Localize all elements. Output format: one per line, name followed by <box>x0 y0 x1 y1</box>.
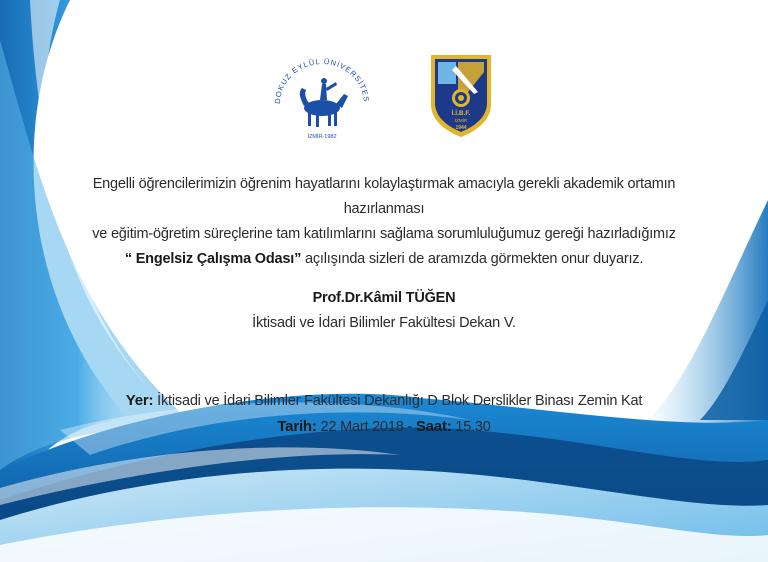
host-name: Prof.Dr.Kâmil TÜĞEN <box>312 290 456 306</box>
faculty-logo-line2: İZMİR <box>454 118 468 123</box>
faculty-logo <box>428 52 494 140</box>
time-value: 15.30 <box>451 419 491 435</box>
invitation-line-3 <box>60 247 708 272</box>
location-row <box>60 388 708 414</box>
host-title: İktisadi ve İdari Bilimler Fakültesi Dekan V. <box>252 315 516 331</box>
datetime-row <box>60 414 708 440</box>
location-label: Yer: <box>125 392 154 409</box>
date-label: Tarih: <box>277 418 317 435</box>
university-footer-text: İZMİR-1982 <box>307 134 337 140</box>
event-name: “ Engelsiz Çalışma Odası” <box>124 251 302 267</box>
university-arc-text: DOKUZ EYLÜL ÜNİVERSİTES <box>272 56 372 105</box>
date-value: 22 Mart 2018 - <box>316 419 416 435</box>
faculty-logo-line3: 1944 <box>455 125 467 131</box>
event-details <box>60 388 708 440</box>
host-block <box>60 286 708 336</box>
university-logo <box>270 52 374 142</box>
horse-rider-icon <box>300 78 348 127</box>
faculty-logo-line1: İ.İ.B.F. <box>451 110 471 117</box>
location-value: İktisadi ve İdari Bilimler Fakültesi Dekanlığı D Blok Derslikler Binası Zemin Kat <box>153 393 643 409</box>
invitation-line-1: Engelli öğrencilerimizin öğrenim hayatlarını kolaylaştırmak amacıyla gerekli akademik ortamın hazırlanması <box>92 176 676 217</box>
invitation-line-3-rest: açılışında sizleri de aramızda görmekten onur duyarız. <box>301 251 644 267</box>
invitation-text <box>60 172 708 272</box>
invitation-line-2: ve eğitim-öğretim süreçlerine tam katılımlarını sağlama sorumluluğumuz gereği hazırladığımız <box>92 226 676 242</box>
time-label: Saat: <box>415 418 452 435</box>
